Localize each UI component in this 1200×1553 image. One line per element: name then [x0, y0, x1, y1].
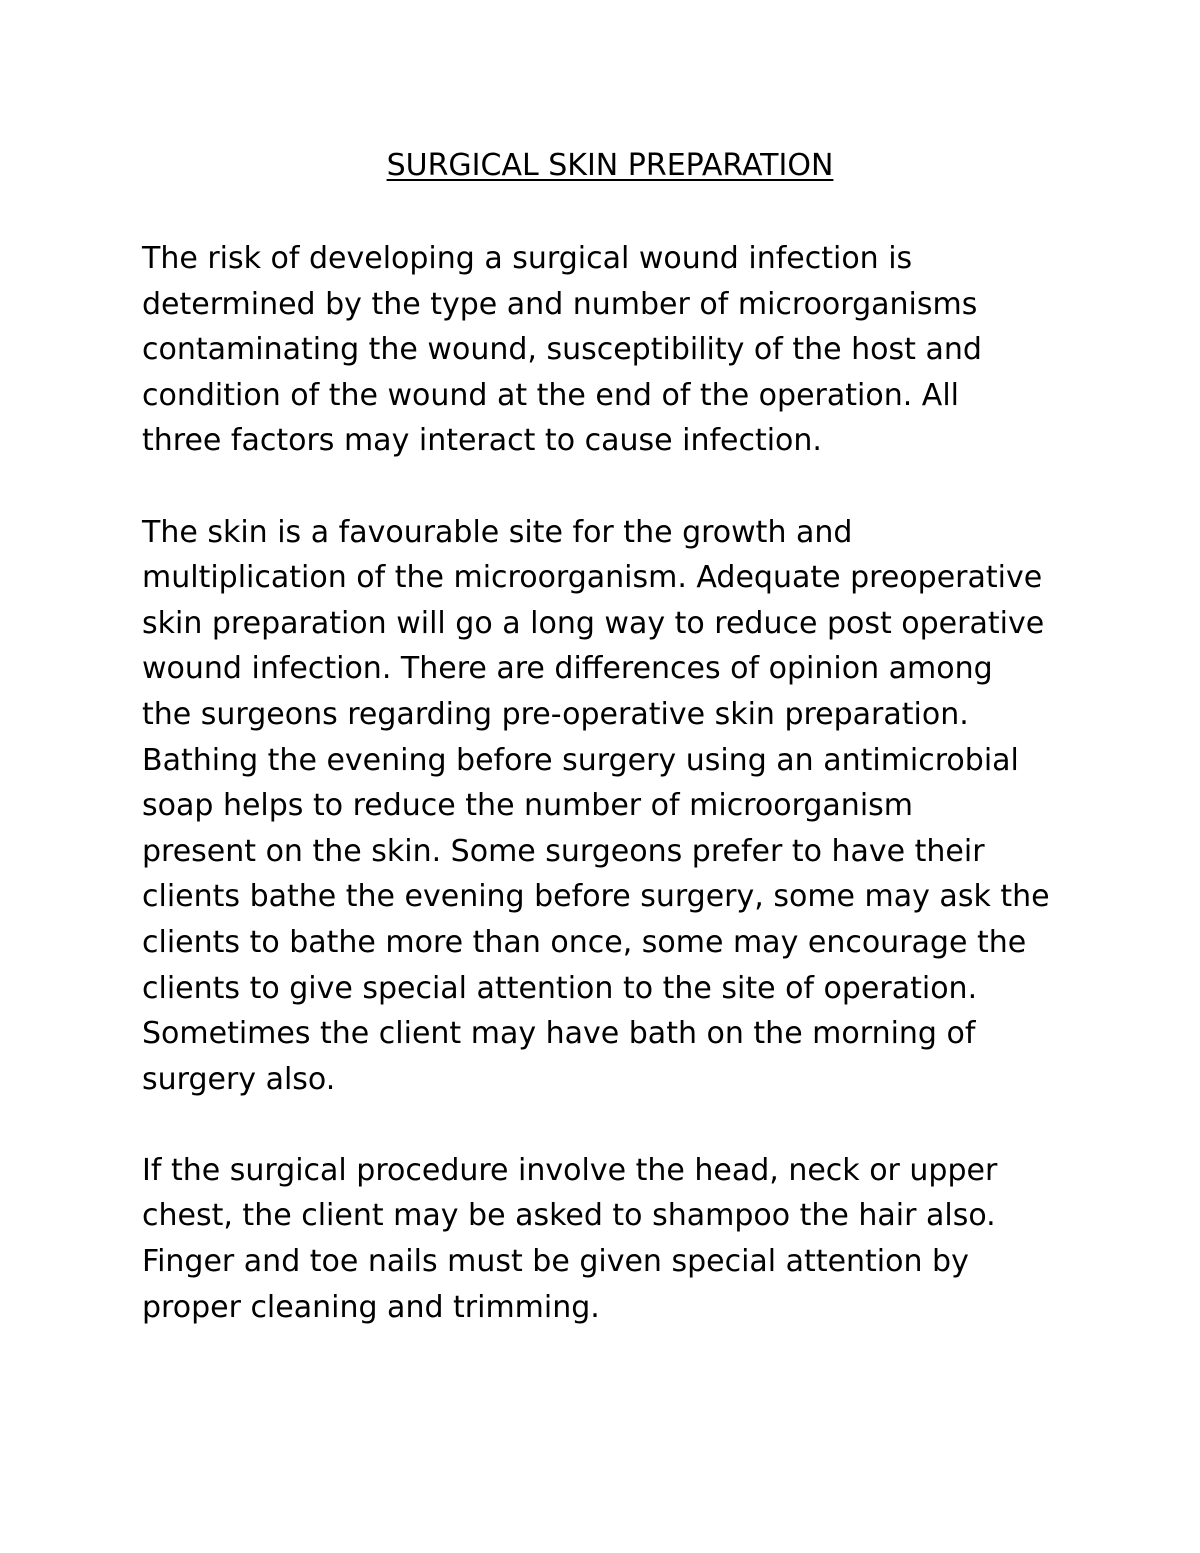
- paragraph-line: clients to give special attention to the site of operation.: [142, 970, 978, 1006]
- paragraph-line: wound infection. There are differences of opinion among: [142, 651, 993, 687]
- paragraph-2: [142, 510, 1072, 1103]
- paragraph-line: skin preparation will go a long way to reduce post operative: [142, 605, 1045, 641]
- document-title: SURGICAL SKIN PREPARATION: [386, 148, 834, 183]
- paragraph-line: determined by the type and number of microorganisms: [142, 286, 978, 322]
- paragraph-line: the surgeons regarding pre-operative skin preparation.: [142, 696, 969, 732]
- paragraph-3: [142, 1148, 1072, 1330]
- paragraph-line: condition of the wound at the end of the operation. All: [142, 377, 959, 413]
- paragraph-line: soap helps to reduce the number of microorganism: [142, 788, 914, 824]
- paragraph-line: The skin is a favourable site for the growth and: [142, 514, 853, 550]
- paragraph-line: proper cleaning and trimming.: [142, 1289, 600, 1325]
- paragraph-1: [142, 236, 1072, 464]
- paragraph-line: multiplication of the microorganism. Adequate preoperative: [142, 560, 1043, 596]
- paragraph-line: If the surgical procedure involve the head, neck or upper: [142, 1152, 998, 1188]
- paragraph-line: present on the skin. Some surgeons prefer to have their: [142, 833, 985, 869]
- paragraph-line: Sometimes the client may have bath on the morning of: [142, 1016, 976, 1052]
- document-body: [142, 236, 1072, 1376]
- paragraph-line: The risk of developing a surgical wound infection is: [142, 241, 913, 276]
- paragraph-line: clients bathe the evening before surgery, some may ask the: [142, 879, 1050, 915]
- paragraph-line: surgery also.: [142, 1061, 336, 1097]
- paragraph-line: Finger and toe nails must be given special attention by: [142, 1244, 969, 1280]
- paragraph-line: chest, the client may be asked to shampoo the hair also.: [142, 1198, 996, 1234]
- paragraph-line: three factors may interact to cause infection.: [142, 423, 822, 459]
- paragraph-line: contaminating the wound, susceptibility of the host and: [142, 332, 982, 368]
- paragraph-line: clients to bathe more than once, some may encourage the: [142, 924, 1027, 960]
- paragraph-line: Bathing the evening before surgery using an antimicrobial: [142, 742, 1019, 778]
